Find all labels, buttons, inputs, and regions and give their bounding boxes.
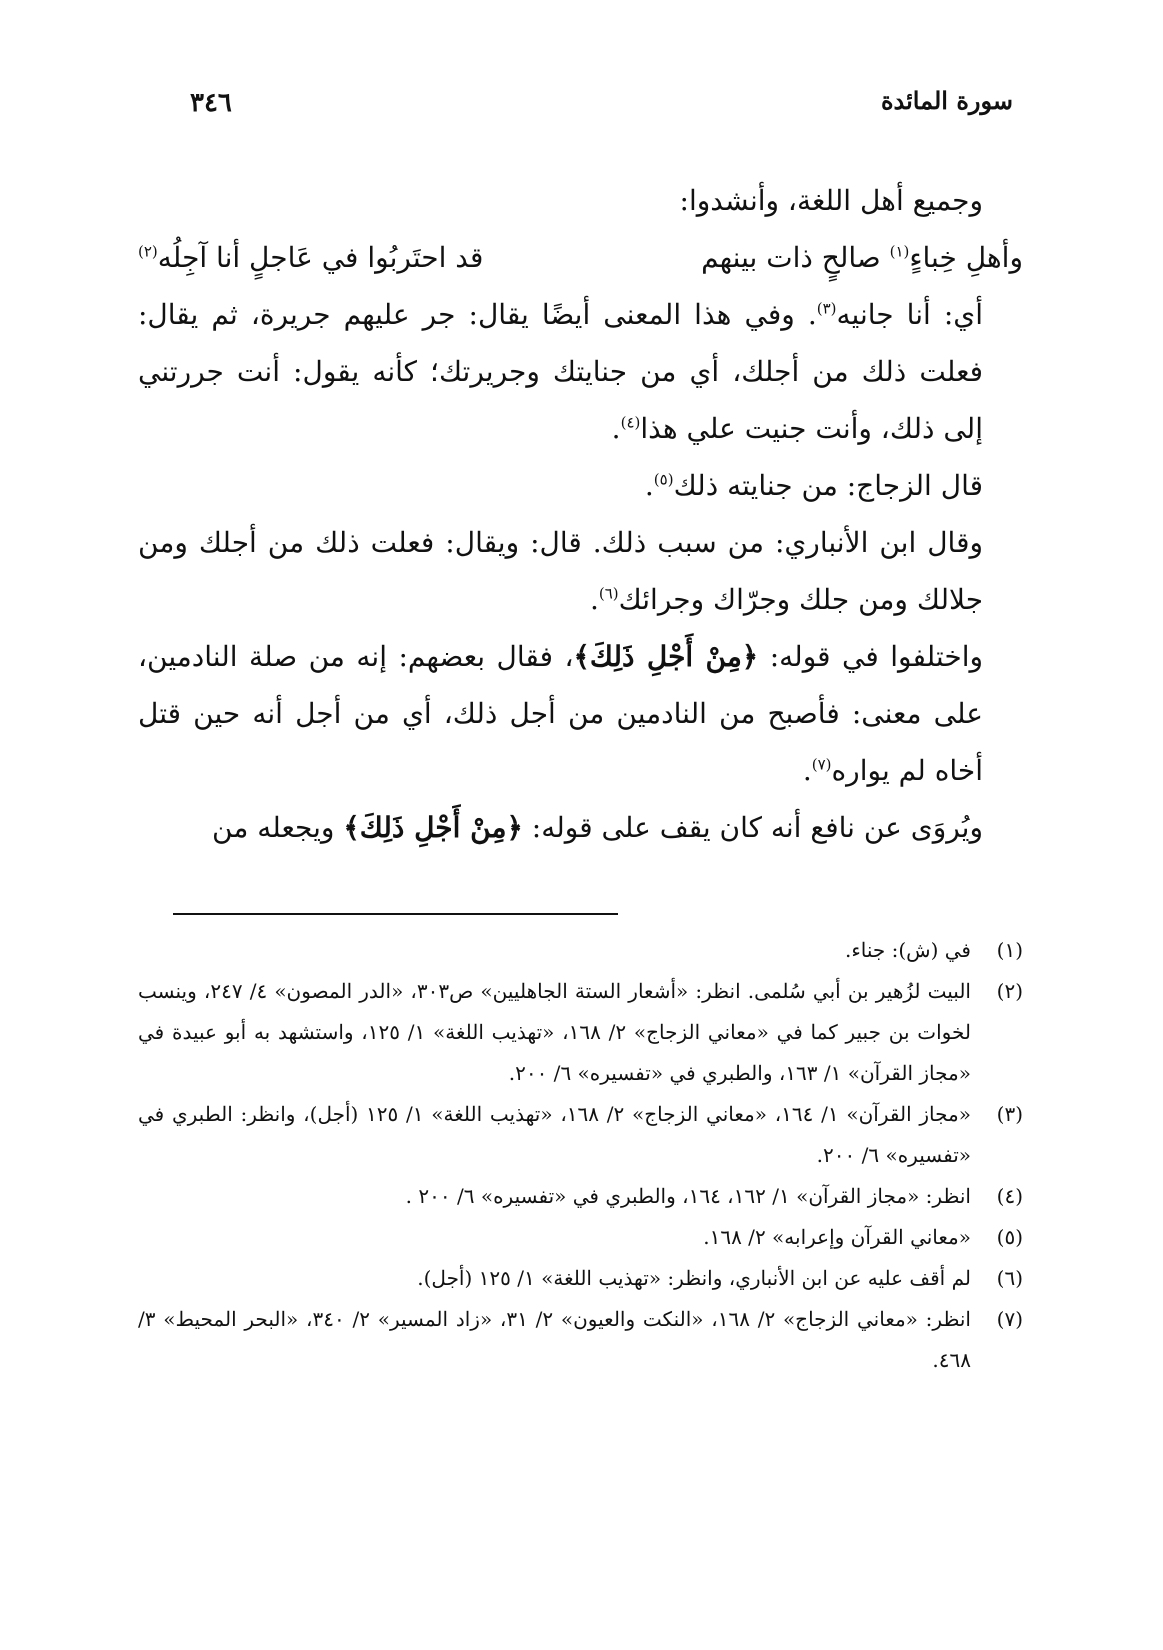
quran-quote: ﴿مِنْ أَجْلِ ذَلِكَ﴾ (573, 640, 759, 673)
footnote-text: «مجاز القرآن» ١/ ١٦٤، «معاني الزجاج» ٢/ ١٦٨، «تهذيب اللغة» ١/ ١٢٥ (أجل)، وانظر: الطبري في «تفسيره» ٦/ ٢٠٠. (138, 1102, 971, 1167)
verse-hemistich-2 (138, 229, 483, 286)
footnote-ref-5[interactable]: (٥) (653, 470, 674, 489)
main-text (138, 172, 1023, 856)
text-span: . (589, 583, 599, 616)
footnote-text: «معاني القرآن وإعرابه» ٢/ ١٦٨. (703, 1225, 971, 1249)
text-span: ويُروَى عن نافع أنه كان يقف على قوله: (531, 811, 983, 844)
footnote (138, 1299, 1023, 1381)
paragraph-3 (138, 457, 1023, 514)
footnote-text: انظر: «مجاز القرآن» ١/ ١٦٢، ١٦٤، والطبري في «تفسيره» ٦/ ٢٠٠ . (405, 1184, 971, 1208)
footnote-number: (١) (996, 938, 1023, 962)
paragraph-5 (138, 628, 1023, 799)
footnote-number: (٧) (996, 1307, 1023, 1331)
footnote-ref-3[interactable]: (٣) (816, 299, 837, 318)
footnote (138, 1094, 1023, 1176)
footnote-number: (٤) (996, 1184, 1023, 1208)
footnote (138, 971, 1023, 1094)
paragraph-1: وجميع أهل اللغة، وأنشدوا: (679, 184, 983, 217)
text-span: ويجعله من (212, 811, 335, 844)
surah-title: سورة المائدة (880, 86, 1013, 115)
footnote (138, 930, 1023, 971)
footnote-number: (٣) (996, 1102, 1023, 1126)
footnote-ref-2[interactable]: (٢) (138, 242, 158, 261)
footnote-text: في (ش): جناء. (845, 938, 971, 962)
footnote (138, 1258, 1023, 1299)
text-span: . (802, 754, 812, 787)
page-number: ٣٤٦ (190, 88, 232, 118)
footnote-ref-1[interactable]: (١) (889, 242, 910, 261)
verse-hemistich-1 (701, 229, 1023, 286)
text-span: . (644, 469, 654, 502)
footnote-text: البيت لزُهير بن أبي سُلمى. انظر: «أشعار الستة الجاهليين» ص٣٠٣، «الدر المصون» ٤/ ٢٤٧، وينسب لخوات بن جبير كما في «معاني الزجاج» ٢/ ١٦٨، «تهذيب اللغة» ١/ ١٢٥، واستشهد به أبو عبيدة في «مجاز القرآن» ١/ ١٦٣، والطبري في «تفسيره» ٦/ ٢٠٠. (138, 979, 971, 1085)
footnote-number: (٦) (996, 1266, 1023, 1290)
quran-quote: ﴿مِنْ أَجْلِ ذَلِكَ﴾ (343, 811, 523, 844)
verse-text: وأهلِ خِباءٍ (909, 241, 1023, 274)
footnote (138, 1176, 1023, 1217)
paragraph-4 (138, 514, 1023, 628)
footnote-number: (٥) (996, 1225, 1023, 1249)
paragraph-2 (138, 286, 1023, 457)
poetry-verse (138, 229, 1023, 286)
footnote-ref-4[interactable]: (٤) (620, 413, 641, 432)
text-span: وقال ابن الأنباري: من سبب ذلك. قال: ويقال: فعلت ذلك من أجلك ومن جلالك ومن جلك وجرّاك وجرائك (138, 526, 983, 616)
footnotes (138, 930, 1023, 1381)
footnote (138, 1217, 1023, 1258)
text-span: واختلفوا في قوله: (769, 640, 983, 673)
verse-text: صالحٍ ذات بينهم (701, 241, 881, 274)
footnote-separator (173, 913, 618, 915)
page-header (150, 86, 1013, 126)
footnote-text: انظر: «معاني الزجاج» ٢/ ١٦٨، «النكت والعيون» ٢/ ٣١، «زاد المسير» ٢/ ٣٤٠، «البحر المحيط» ٣/ ٤٦٨. (138, 1307, 971, 1372)
footnote-ref-6[interactable]: (٦) (598, 584, 619, 603)
footnote-text: لم أقف عليه عن ابن الأنباري، وانظر: «تهذيب اللغة» ١/ ١٢٥ (أجل). (417, 1266, 971, 1290)
paragraph-6 (138, 799, 1023, 856)
text-span: قال الزجاج: من جنايته ذلك (673, 469, 983, 502)
text-span: . وفي هذا المعنى أيضًا يقال: جر عليهم جريرة، ثم يقال: فعلت ذلك من أجلك، أي من جنايتك وجريرتك؛ كأنه يقول: أنت جررتني إلى ذلك، وأنت جنيت علي هذا (138, 298, 983, 445)
text-span: أي: أنا جانيه (836, 298, 983, 331)
text-span: ، فقال بعضهم: إنه من صلة النادمين، على معنى: فأصبح من النادمين من أجل ذلك، أي من أجل أنه حين قتل أخاه لم يواره (138, 640, 984, 787)
verse-text: قد احتَربُوا في عَاجلٍ أنا آجِلُه (157, 241, 484, 274)
text-span: . (611, 412, 621, 445)
footnote-number: (٢) (996, 979, 1023, 1003)
footnote-ref-7[interactable]: (٧) (811, 755, 832, 774)
